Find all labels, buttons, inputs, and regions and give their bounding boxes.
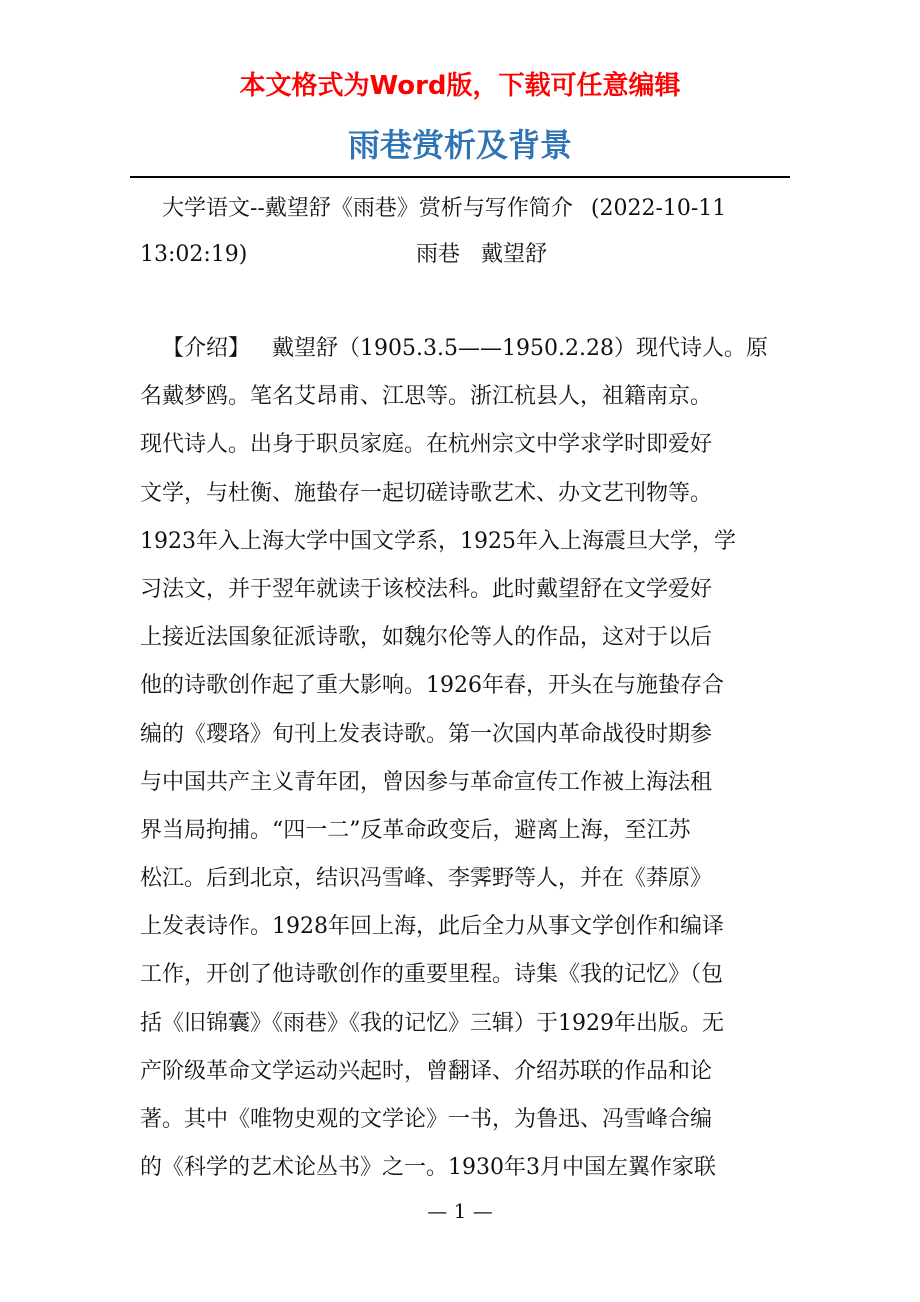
article-meta bbox=[140, 186, 790, 278]
title-divider bbox=[130, 176, 790, 178]
body-line: 名戴梦鸥。笔名艾昂甫、江思等。浙江杭县人，祖籍南京。 bbox=[140, 384, 713, 410]
poem-author: 戴望舒 bbox=[481, 242, 548, 267]
article-body bbox=[140, 325, 790, 1192]
body-line: 编的《璎珞》旬刊上发表诗歌。第一次国内革命战役时期参 bbox=[140, 721, 713, 747]
body-line: 他的诗歌创作起了重大影响。1926年春，开头在与施蛰存合 bbox=[140, 673, 724, 699]
article-date-part1: (2022-10-11 bbox=[590, 196, 727, 221]
poem-title: 雨巷 bbox=[416, 242, 461, 267]
body-line: 文学，与杜衡、施蛰存一起切磋诗歌艺术、办文艺刊物等。 bbox=[140, 480, 713, 506]
body-line: 【介绍】 戴望舒（1905.3.5——1950.2.28）现代诗人。原 bbox=[162, 336, 768, 361]
page-number: — 1 — bbox=[427, 1199, 493, 1223]
body-line: 的《科学的艺术论丛书》之一。1930年3月中国左翼作家联 bbox=[140, 1155, 716, 1181]
article-heading: 大学语文--戴望舒《雨巷》赏析与写作简介 bbox=[162, 196, 573, 221]
body-line: 界当局拘捕。“四一二”反革命政变后，避离上海，至江苏 bbox=[140, 817, 691, 843]
body-line: 产阶级革命文学运动兴起时，曾翻译、介绍苏联的作品和论 bbox=[140, 1058, 713, 1084]
body-line: 松江。后到北京，结识冯雪峰、李霁野等人，并在《莽原》 bbox=[140, 866, 713, 892]
body-line: 习法文，并于翌年就读于该校法科。此时戴望舒在文学爱好 bbox=[140, 576, 713, 602]
poem-reference bbox=[416, 232, 547, 278]
body-line: 上接近法国象征派诗歌，如魏尔伦等人的作品，这对于以后 bbox=[140, 625, 713, 651]
body-line: 工作，开创了他诗歌创作的重要里程。诗集《我的记忆》（包 bbox=[140, 962, 724, 988]
body-line: 1923年入上海大学中国文学系，1925年入上海震旦大学，学 bbox=[140, 528, 736, 554]
format-notice-banner: 本文格式为Word版，下载可任意编辑 bbox=[239, 71, 681, 101]
intro-tag: 【介绍】 bbox=[162, 336, 251, 361]
document-title: 雨巷赏析及背景 bbox=[347, 126, 572, 164]
article-date-part2: 13:02:19) bbox=[140, 242, 248, 267]
body-line: 上发表诗作。1928年回上海，此后全力从事文学创作和编译 bbox=[140, 914, 724, 940]
meta-line-1 bbox=[140, 186, 790, 232]
body-line: 现代诗人。出身于职员家庭。在杭州宗文中学求学时即爱好 bbox=[140, 432, 713, 458]
body-line: 著。其中《唯物史观的文学论》一书，为鲁迅、冯雪峰合编 bbox=[140, 1107, 713, 1132]
body-line: 与中国共产主义青年团，曾因参与革命宣传工作被上海法租 bbox=[140, 769, 713, 795]
body-line: 括《旧锦囊》《雨巷》《我的记忆》三辑）于1929年出版。无 bbox=[140, 1010, 724, 1036]
